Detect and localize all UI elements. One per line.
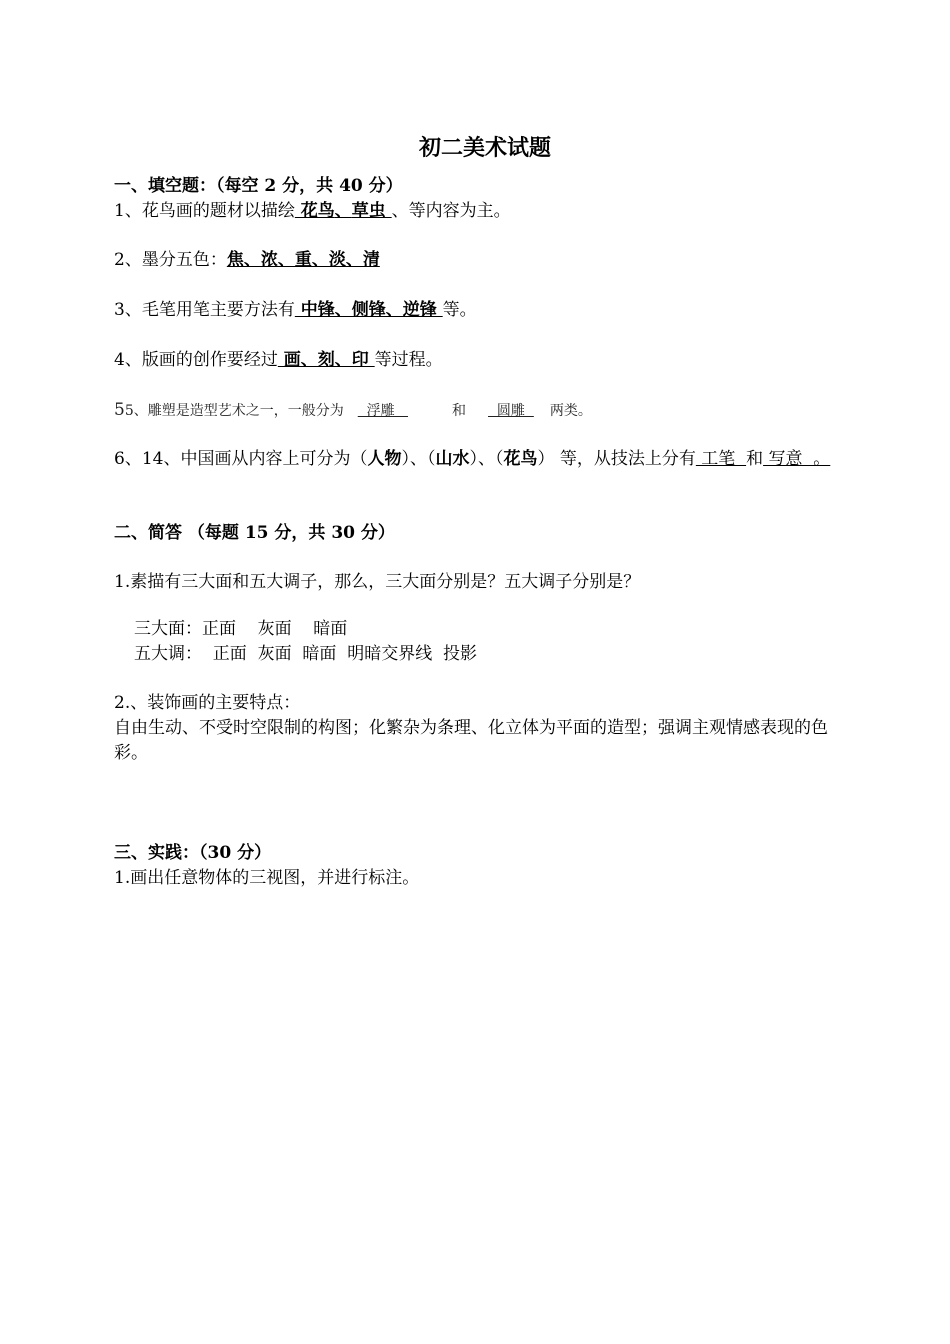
- short-answer-1-line-1: 三大面：正面 灰面 暗面: [134, 619, 348, 639]
- q6-category-1: 人物: [367, 449, 402, 469]
- q1-answer-1: 花鸟: [294, 201, 335, 221]
- question-4: [114, 348, 844, 373]
- q6-sep-2: ）、（: [469, 449, 504, 469]
- question-5: 55、雕塑是造型艺术之一，一般分为 浮雕 和 圆雕 两类。: [114, 400, 592, 420]
- short-answer-2-question: 2.、装饰画的主要特点：: [114, 693, 301, 713]
- question-2: [114, 248, 844, 273]
- q6-technique-1: 工笔: [695, 449, 747, 469]
- q1-suffix: 、等内容为主。: [391, 201, 511, 221]
- question-6: [114, 447, 844, 472]
- section1-heading: 一、填空题：（每空 2 分，共 40 分）: [114, 176, 403, 196]
- q3-suffix: 等。: [442, 300, 477, 320]
- q3-prefix: 3、毛笔用笔主要方法有: [114, 300, 295, 320]
- short-answer-1-line-2: 五大调： 正面 灰面 暗面 明暗交界线 投影: [134, 644, 478, 664]
- q6-technique-2: 写意 。: [763, 449, 831, 469]
- section3-heading: 三、实践：（30 分）: [114, 843, 272, 863]
- q2-prefix: 2、墨分五色：: [114, 250, 227, 270]
- q3-answers: 中锋、侧锋、逆锋: [294, 300, 443, 320]
- q6-category-2: 山水: [435, 449, 470, 469]
- q1-prefix: 1、花鸟画的题材以描绘: [114, 201, 295, 221]
- q4-prefix: 4、版画的创作要经过: [114, 350, 278, 370]
- practice-question-1: 1.画出任意物体的三视图，并进行标注。: [114, 868, 420, 888]
- q6-and: 和: [746, 449, 764, 469]
- q6-sep-1: ）、（: [401, 449, 436, 469]
- q4-suffix: 等过程。: [374, 350, 443, 370]
- q6-prefix: 6、14、中国画从内容上可分为（: [114, 449, 368, 469]
- q6-category-3: 花鸟: [503, 449, 538, 469]
- q5-prefix: 5、雕塑是造型艺术之一，一般分为: [124, 403, 344, 419]
- short-answer-2-answer: 自由生动、不受时空限制的构图；化繁杂为条理、化立体为平面的造型；强调主观情感表现的色彩。: [114, 718, 828, 763]
- question-1: [114, 199, 844, 224]
- q5-answer-1: 浮雕: [357, 403, 409, 419]
- question-3: [114, 298, 844, 323]
- q4-answers: 画、刻、印: [277, 350, 375, 370]
- q5-answer-2: 圆雕: [488, 403, 534, 419]
- q6-sep-3: ） 等，从技法上分有: [537, 449, 696, 469]
- q2-answers: 焦、浓、重、淡、清: [226, 250, 380, 270]
- short-answer-1-question: 1.素描有三大面和五大调子，那么，三大面分别是？五大调子分别是？: [114, 572, 641, 592]
- section2-heading: 二、简答 （每题 15 分，共 30 分）: [114, 523, 395, 543]
- q1-answer-2: 草虫: [351, 201, 392, 221]
- q1-separator: 、: [334, 201, 352, 221]
- page-title: 初二美术试题: [418, 135, 551, 161]
- q5-suffix: 两类。: [549, 403, 592, 419]
- q5-and: 和: [452, 403, 467, 419]
